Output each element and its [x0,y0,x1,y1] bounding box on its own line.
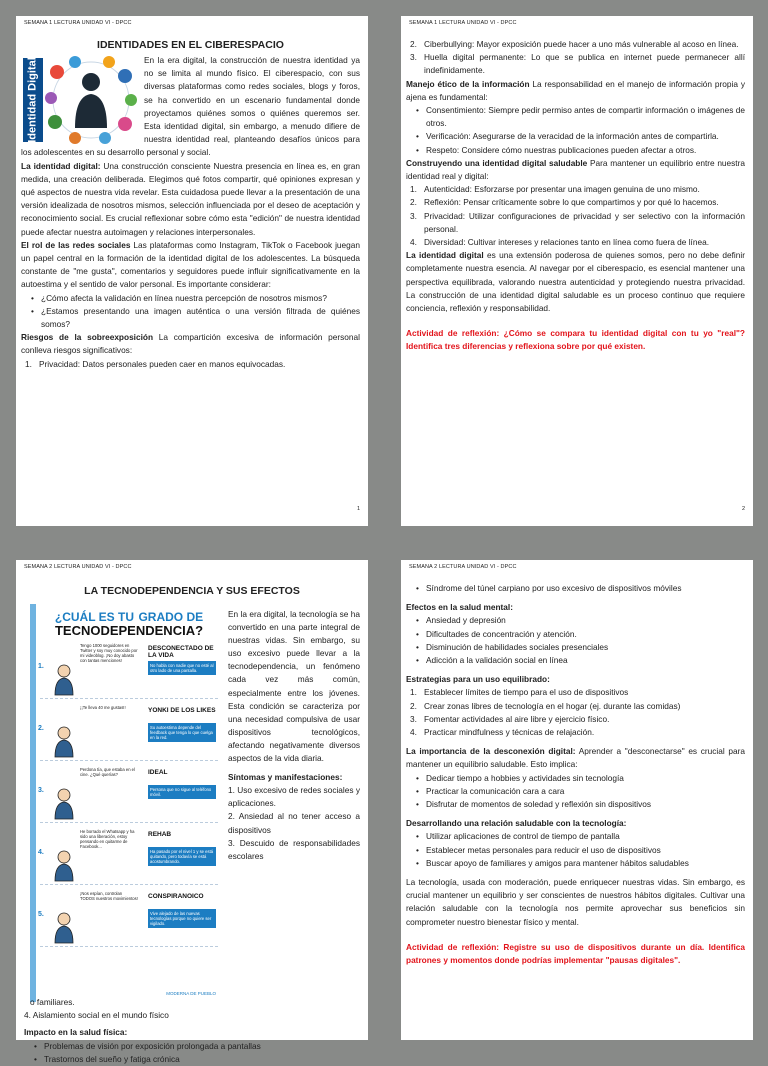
page-3 [16,560,368,1064]
section-text: Una construcción consciente Nuestra presencia en línea es, en gran medida, una creación deliberada. Elegimos qué fotos compartir, qué opiniones expresan y qué aspectos de nuestra vida revelar. Esta cuidadosa puede llevar a la presentación de una versión idealizada de nosotros mismos, selección influenciada por el deseo de aceptación y reconocimiento social. Es crucial reflexionar sobre cómo esta "edición" de nuestra identidad puede afectar nuestra autoimagen y relaciones interpersonales. [21,160,361,237]
reflection-activity: Actividad de reflexión: Registre su uso de dispositivos durante un día. Identifica patrones y momentos donde podrías implementar "pausas digitales". [406,941,745,966]
poster-level-title: CONSPIRANOICO [148,893,204,900]
illustration-label: Identidad Digital [26,57,39,143]
poster-level [40,889,218,947]
list-item: • Ansiedad y depresión [416,614,745,627]
list-item: • Dedicar tiempo a hobbies y actividades sin tecnología [416,772,745,785]
list-item: • Verificación: Asegurarse de la veracidad de la información antes de compartirla. [416,130,745,143]
numbered-list [410,183,745,249]
page-header: SEMANA 2 LECTURA UNIDAD VI - DPCC [24,564,132,570]
list-item: 2. Reflexión: Pensar críticamente sobre lo que compartimos y por qué lo hacemos. [410,197,719,208]
numbered-list [410,686,745,739]
poster-credit: MODERNA DE PUEBLO [166,991,216,996]
section-heading: Riesgos de la sobreexposición [21,332,154,343]
poster-question-word: TECNODEPENDENCIA? [54,623,204,638]
list-item: 1. Autenticidad: Esforzarse por presentar una imagen genuina de uno mismo. [410,184,700,195]
poster-speech-bubble: Perdona tía, que estaba en el cine. ¿Qué querías? [80,767,135,777]
section-text: La compartición excesiva de información personal conlleva riesgos significativos: [21,332,360,356]
page-header: SEMANA 1 LECTURA UNIDAD VI - DPCC [24,20,132,26]
list-item: • Utilizar aplicaciones de control de tiempo de pantalla [416,830,745,843]
section-heading: Desarrollando una relación saludable con la tecnología: [406,818,627,829]
poster-level-description: No habla con nadie que no esté al otro lado de una pantalla. [148,661,216,675]
list-item: • ¿Estamos presentando una imagen auténtica o una versión filtrada de quiénes somos? [31,305,360,331]
reflection-activity: Actividad de reflexión: ¿Cómo se compara tu identidad digital con tu yo "real"? Identifica tres diferencias y reflexiona sobre por qué existen. [406,328,745,352]
page-header: SEMANA 1 LECTURA UNIDAD VI - DPCC [409,20,517,26]
section-text: Las plataformas como Instagram, TikTok o Facebook juegan un papel central en la formación de la identidad digital de los adolescentes. La búsqueda constante de "me gusta", comentarios y seguidores puede influir significativamente en la autoestima y el sentido de valor personal. Es importante considerar: [21,239,360,290]
list-item: • Trastornos del sueño y fatiga crónica [34,1053,360,1066]
section-text: Aprender a "desconectarse" es crucial para mantener un equilibrio saludable. Esto implica: [406,746,745,770]
page-4 [401,560,753,1040]
list-item: • ¿Cómo afecta la validación en línea nuestra percepción de nosotros mismos? [31,292,360,305]
digital-identity-illustration [21,56,138,145]
person-icon [52,787,76,819]
section-heading: Impacto en la salud física: [24,1027,128,1038]
poster-speech-bubble: Tengo 1000 seguidores en Twitter y soy muy conocido por mi videoblog. ¡No doy abasto con tantas menciones! [80,643,138,663]
bullet-list [416,614,745,667]
section-heading: La identidad digital [406,250,484,261]
poster-speech-bubble: He borrado el Whatsapp y ha sido una liberación, estoy pensando en quitarme de Facebook... [80,829,135,849]
list-item: 1. Uso excesivo de redes sociales y aplicaciones. [228,785,360,809]
list-item: 3. Descuido de responsabilidades escolares [228,837,360,861]
page-2 [401,16,753,526]
list-item: 2. Ansiedad al no tener acceso a dispositivos [228,811,360,835]
bullet-list [31,292,360,332]
poster-level-title: DESCONECTADO DE LA VIDA [148,645,214,659]
person-icon [52,725,76,757]
poster-level-number: 3. [38,787,44,794]
poster-level-title: YONKI DE LOS LIKES [148,707,216,714]
poster-level-number: 5. [38,911,44,918]
section-text: La responsabilidad en el manejo de información propia y ajena es fundamental: [406,78,746,102]
list-item: • Establecer metas personales para reducir el uso de dispositivos [416,844,745,857]
bullet-list [416,104,745,157]
poster-level-title: REHAB [148,831,172,838]
poster-level [40,641,218,699]
section-heading: Síntomas y manifestaciones: [228,772,343,783]
poster-level-title: IDEAL [148,769,168,776]
poster-level-description: Ha pasado por el nivel 1 y se está quitando, pero todavía se está acostumbrando. [148,847,216,866]
page-title: LA TECNODEPENDENCIA Y SUS EFECTOS [84,585,300,597]
list-item: • Síndrome del túnel carpiano por uso excesivo de dispositivos móviles [416,582,745,595]
poster-level-description: Vive alejado de las nuevas tecnologías porque no quiere ser vigilado. [148,909,216,928]
page-header: SEMANA 2 LECTURA UNIDAD VI - DPCC [409,564,517,570]
page-number: 2 [741,506,745,512]
technodependence-poster: ¿CUÁL ES TU GRADO DE TECNODEPENDENCIA? 1. Tengo 1000 seguidores en Twitter y soy muy conocido por mi videoblog. ¡No doy abasto con tantas menciones! DESCONECTADO DE LA VIDA No habla con nadie que no esté al otro lado de una pantalla. 2. ¡¡Te lleva 40 me gustas!! YONKI DE LOS LIKES Su autoestima depende del feedback que tenga lo que cuelga en la red. 3. Perdona tía, que estaba en el cine. ¿Qué querías? IDEAL Persona que no sigue al teléfono móvil. 4. He borrado el Whatsapp y ha sido una liberación, estoy pensando en quitarme de Facebook... REHAB Ha pasado por el nivel 1 y se está quitando, pero todavía se está acostumbrando. 5. ¡Nos espían, controlan TODOS nuestros movimientos! CONSPIRANOICO Vive alejado de las nuevas tecnologías porque no quiere ser vigilado. MODERNA DE PUEBLO [30,604,222,1002]
bullet-list [34,1040,360,1066]
list-item: 3. Huella digital permanente: Lo que se publica en internet puede permanecer allí indefinidamente. [410,52,745,76]
list-item: 2. Crear zonas libres de tecnología en el hogar (ej. durante las comidas) [410,700,681,711]
poster-level-number: 2. [38,725,44,732]
section-text: es una extensión poderosa de quienes somos, pero no debe definir completamente nuestra esencia. Al navegar por el ciberespacio, es esencial mantener una perspectiva equilibrada, valorando nuestra autenticidad y protegiendo nuestra privacidad. La construcción de una identidad digital saludable es un proceso continuo que requiere conciencia, reflexión y responsabilidad. [406,250,745,314]
poster-level [40,703,218,761]
section-heading: Efectos en la salud mental: [406,602,513,613]
person-icon [52,849,76,881]
poster-level [40,765,218,823]
poster-level-number: 1. [38,663,44,670]
section-heading: La identidad digital: [21,160,101,171]
list-item: • Buscar apoyo de familiares y amigos para mantener hábitos saludables [416,857,745,870]
list-item: 2. Ciberbullying: Mayor exposición puede hacer a uno más vulnerable al acoso en línea. [410,39,739,49]
list-item: 4. Aislamiento social en el mundo físico [24,1010,169,1021]
page-number: 1 [356,506,360,512]
poster-speech-bubble: ¡Nos espían, controlan TODOS nuestros movimientos! [80,891,138,901]
section-heading: El rol de las redes sociales [21,239,131,250]
section-heading: La importancia de la desconexión digital: [406,746,576,757]
section-heading: Construyendo una identidad digital saludable [406,157,588,168]
list-item: 4. Practicar mindfulness y técnicas de relajación. [410,727,595,738]
list-item-continuation: o familiares. [30,997,75,1007]
list-item: 4. Diversidad: Cultivar intereses y relaciones tanto en línea como fuera de línea. [410,237,710,248]
bullet-list [416,830,745,870]
list-item: • Disminución de habilidades sociales presenciales [416,641,745,654]
numbered-list [410,38,745,78]
poster-speech-bubble: ¡¡Te lleva 40 me gustas!! [80,705,126,710]
list-item: • Problemas de visión por exposición prolongada a pantallas [34,1040,360,1053]
bullet-list [416,582,745,595]
list-item: • Adicción a la validación social en línea [416,654,745,667]
section-heading: Manejo ético de la información [406,78,530,89]
poster-level-number: 4. [38,849,44,856]
bullet-list [416,772,745,812]
list-item: • Respeto: Considere cómo nuestras publicaciones pueden afectar a otros. [416,144,745,157]
list-item: • Disfrutar de momentos de soledad y reflexión sin dispositivos [416,798,745,811]
section-text: Para mantener un equilibrio entre nuestra identidad real y digital: [406,157,745,182]
list-item: • Practicar la comunicación cara a cara [416,785,745,798]
conclusion-paragraph: La tecnología, usada con moderación, puede enriquecer nuestras vidas. Sin embargo, es crucial mantener un equilibrio y ser conscientes de nuestros hábitos digitales. Cultivar una relación saludable con la tecnología nos permite aprovechar sus beneficios sin comprometer nuestro bienestar físico y mental. [406,877,745,927]
person-icon [52,663,76,695]
list-item: 3. Fomentar actividades al aire libre y ejercicio físico. [410,713,610,724]
intro-paragraph: En la era digital, la construcción de nuestra identidad ya no se limita al mundo físico. El ciberespacio, con sus diversas plataformas como redes sociales, blogs y foros, se ha convertido en un escenario fundamental donde proyectamos quiénes somos o quiénes queremos ser. Esta identidad digital, sin embargo, a menudo difiere de nuestra identidad real, planteando desafíos únicos para los adolescentes en su desarrollo personal y social. [21,55,360,158]
list-item: 1. Privacidad: Datos personales pueden caer en manos equivocadas. [25,358,286,369]
poster-level [40,827,218,885]
numbered-list [25,358,360,371]
list-item: • Dificultades de concentración y atención. [416,628,745,641]
person-icon [52,911,76,943]
list-item: 3. Privacidad: Utilizar configuraciones de privacidad y ser selectivo con la información personal. [410,210,745,234]
poster-level-description: Su autoestima depende del feedback que tenga lo que cuelga en la red. [148,723,216,742]
list-item: • Consentimiento: Siempre pedir permiso antes de compartir información o imágenes de otros. [416,104,745,130]
poster-question: ¿CUÁL ES TU [54,610,134,624]
section-heading: Estrategias para un uso equilibrado: [406,674,550,685]
poster-level-description: Persona que no sigue al teléfono móvil. [148,785,216,799]
page-1 [16,16,368,526]
list-item: 1. Establecer límites de tiempo para el uso de dispositivos [410,687,629,698]
people-network-icon [45,56,137,145]
intro-paragraph: En la era digital, la tecnología se ha convertido en una parte integral de nuestras vidas. Sin embargo, su uso excesivo puede llevar a la tecnodependencia, un fenómeno cada vez más común, especialmente entre los jóvenes. Esta condición se caracteriza por una necesidad compulsiva de usar dispositivos tecnológicos, afectando negativamente diversos aspectos de la vida diaria. [228,609,360,764]
page-title: IDENTIDADES EN EL CIBERESPACIO [97,39,284,51]
